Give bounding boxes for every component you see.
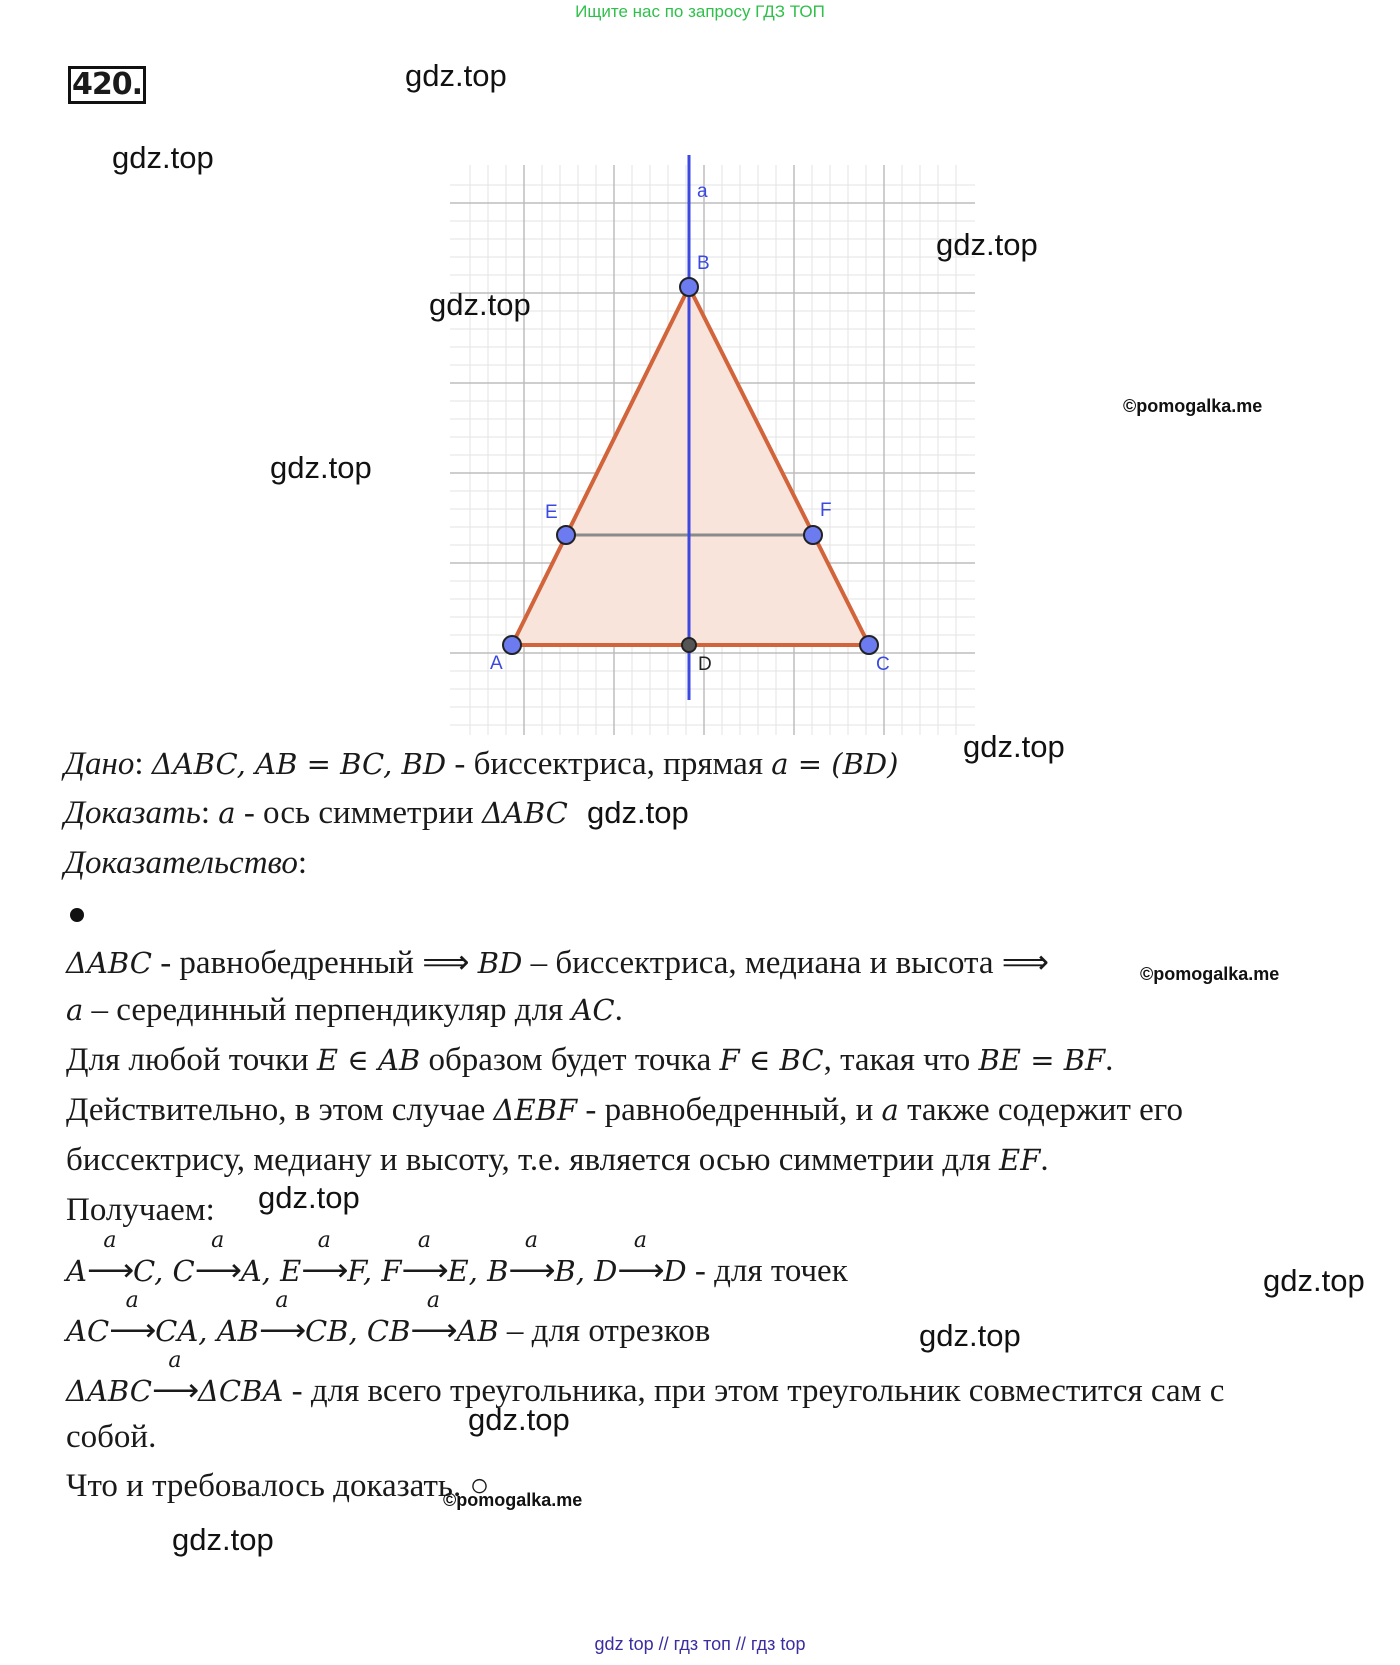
math: AC <box>66 1314 110 1348</box>
map-arrow: a ⟶ <box>109 1288 157 1349</box>
math: CA, AB <box>155 1314 259 1348</box>
arrow-label: a <box>417 1228 432 1253</box>
arrow-label: a <box>317 1228 331 1253</box>
text: , такая что <box>823 1042 979 1078</box>
arrow-label: a <box>633 1228 647 1253</box>
label-a-line: a <box>697 181 708 202</box>
proof-line-10: собой. <box>66 1419 157 1455</box>
text: также содержит его <box>898 1092 1183 1128</box>
watermark-gdz: gdz.top <box>963 729 1065 764</box>
text: . <box>614 992 623 1028</box>
text: образом будет точка <box>420 1042 720 1078</box>
math: F, F <box>347 1254 402 1288</box>
watermark-gdz: gdz.top <box>936 227 1038 262</box>
map-arrow: a ⟶ <box>194 1228 243 1289</box>
map-arrow: a ⟶ <box>617 1228 665 1289</box>
proof-colon: : <box>297 845 308 881</box>
math: ΔCBA <box>197 1374 284 1408</box>
math: EF <box>999 1143 1041 1177</box>
text: . <box>1040 1142 1049 1178</box>
given-math: ΔABC, AB = BC, BD <box>151 747 447 781</box>
given-colon: : <box>134 746 152 782</box>
search-banner: Ищите нас по запросу ГДЗ ТОП <box>575 2 825 21</box>
problem-number: 420. <box>68 66 146 104</box>
math: AC <box>571 993 615 1027</box>
point-c <box>860 636 878 654</box>
label-f: F <box>820 500 832 521</box>
arrow-label: a <box>426 1288 440 1313</box>
math: BD <box>477 946 523 980</box>
math: E ∈ AB <box>316 1043 421 1077</box>
math: B, D <box>554 1254 618 1288</box>
arrow-label: a <box>275 1288 289 1313</box>
watermark-gdz: gdz.top <box>405 58 507 93</box>
math: E, B <box>447 1254 509 1288</box>
prove-math2: ΔABC <box>481 796 568 830</box>
watermark-gdz: gdz.top <box>919 1318 1021 1353</box>
proof-line-3 <box>66 1042 1113 1079</box>
math: a <box>66 993 84 1027</box>
point-a <box>503 636 521 654</box>
point-b <box>680 278 698 296</box>
bullet <box>70 908 84 922</box>
watermark-gdz: gdz.top <box>587 795 689 830</box>
text: . <box>1105 1042 1114 1078</box>
proof-line-triangle <box>66 1348 1225 1410</box>
math: ΔABC <box>66 946 152 980</box>
text: - для точек <box>686 1253 848 1289</box>
proof-line-5 <box>66 1142 1049 1179</box>
text: биссектрису, медиану и высоту, т.е. является осью симметрии для <box>66 1142 1000 1178</box>
map-arrow: a ⟶ <box>410 1288 458 1349</box>
proof-label: Доказательство <box>64 845 298 881</box>
math: CB, CB <box>304 1314 411 1348</box>
label-a: A <box>490 653 503 674</box>
text: – для отрезков <box>498 1313 711 1349</box>
watermark-gdz: gdz.top <box>258 1180 360 1215</box>
proof-line-2 <box>66 992 623 1029</box>
proof-line-points <box>66 1228 848 1290</box>
watermark-pomogalka: ©pomogalka.me <box>443 1490 583 1510</box>
map-arrow: a ⟶ <box>508 1228 556 1289</box>
math: ΔABC <box>66 1374 152 1408</box>
math: F ∈ BC <box>719 1043 824 1077</box>
watermark-pomogalka: ©pomogalka.me <box>1140 964 1280 984</box>
triangle-figure <box>440 155 1000 735</box>
point-e <box>557 526 575 544</box>
text: – биссектриса, медиана и высота ⟹ <box>522 945 1050 981</box>
watermark-gdz: gdz.top <box>1263 1263 1365 1298</box>
arrow-label: a <box>168 1348 182 1373</box>
arrow-label: a <box>524 1228 538 1253</box>
point-f <box>804 526 822 544</box>
math: A, E <box>240 1254 302 1288</box>
text: – серединный перпендикуляр для <box>83 992 572 1028</box>
arrow-label: a <box>103 1228 117 1253</box>
watermark-gdz: gdz.top <box>270 450 372 485</box>
given-line <box>64 746 898 783</box>
map-arrow: a ⟶ <box>258 1288 307 1349</box>
text: - равнобедренный, и <box>577 1092 882 1128</box>
text: - равнобедренный ⟹ <box>151 945 478 981</box>
watermark-gdz: gdz.top <box>429 287 531 322</box>
label-e: E <box>545 502 558 523</box>
watermark-pomogalka: ©pomogalka.me <box>1123 396 1263 416</box>
prove-text: - ось симметрии <box>235 795 482 831</box>
point-d <box>682 638 696 652</box>
prove-line <box>64 795 568 832</box>
watermark-gdz: gdz.top <box>172 1522 274 1557</box>
label-d: D <box>698 654 712 675</box>
watermark-gdz: gdz.top <box>112 140 214 175</box>
label-c: C <box>876 654 890 675</box>
watermark-gdz: gdz.top <box>468 1402 570 1437</box>
proof-line-6: Получаем: <box>66 1192 215 1228</box>
proof-label-line <box>64 845 307 882</box>
text: - для всего треугольника, при этом треугольник совместится сам с <box>283 1373 1225 1409</box>
map-arrow: a ⟶ <box>151 1348 200 1409</box>
math: D <box>663 1254 687 1288</box>
label-b: B <box>697 253 710 274</box>
text: Действительно, в этом случае <box>66 1092 494 1128</box>
math: AB <box>456 1314 499 1348</box>
math: ΔEBF <box>493 1093 578 1127</box>
math: a <box>881 1093 899 1127</box>
prove-label: Доказать <box>64 795 201 831</box>
arrow-label: a <box>211 1228 225 1253</box>
footer-links[interactable]: gdz top // гдз топ // гдз top <box>594 1634 806 1654</box>
given-text: - биссектриса, прямая <box>446 746 772 782</box>
math: BE = BF <box>978 1043 1106 1077</box>
text: Для любой точки <box>66 1042 317 1078</box>
given-math2: a = (BD) <box>771 747 899 781</box>
map-arrow: a ⟶ <box>301 1228 349 1289</box>
map-arrow: a ⟶ <box>401 1228 449 1289</box>
math: A <box>66 1254 87 1288</box>
map-arrow: a ⟶ <box>86 1228 135 1289</box>
proof-line-segments <box>66 1288 711 1350</box>
prove-colon: : <box>200 795 219 831</box>
proof-line-1 <box>66 942 1049 982</box>
given-label: Дано <box>64 746 135 782</box>
math: C, C <box>132 1254 195 1288</box>
prove-math: a <box>218 796 236 830</box>
arrow-label: a <box>125 1288 139 1313</box>
proof-conclusion: Что и требовалось доказать. ○ <box>66 1468 490 1504</box>
proof-line-4 <box>66 1092 1183 1129</box>
